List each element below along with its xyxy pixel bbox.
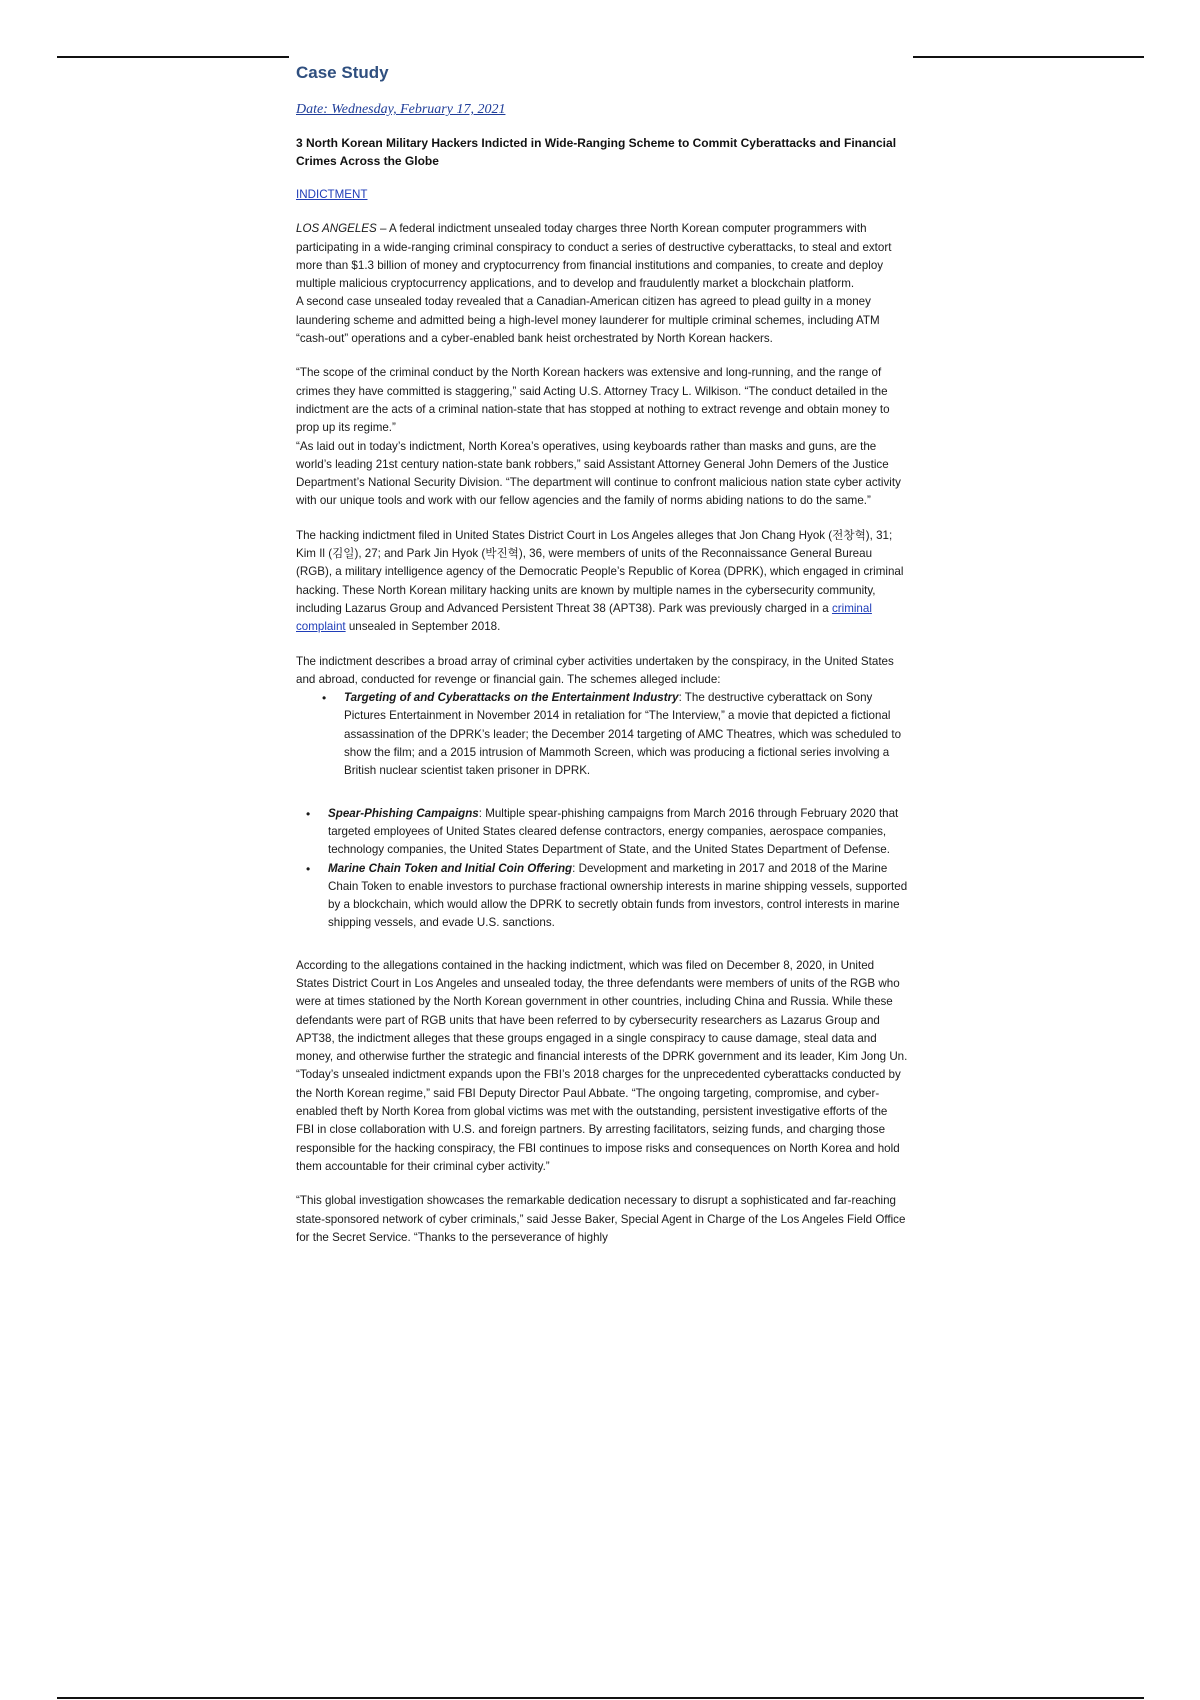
list-item-text: : Development and marketing in 2017 and 2018 of the Marine Chain Token to enable investors to purchase fractional ownership interests in marine shipping vessels, supported by a blockchain, which would allow the DPRK to secretly obtain funds from investors, control interests in marine shipping vessels, and evade U.S. sanctions.: [328, 861, 908, 930]
paragraph-5-text: The hacking indictment filed in United States District Court in Los Angeles alleges that Jon Chang Hyok (전창혁), 31; Kim Il (김일), 27; and Park Jin Hyok (박진혁), 36, were members of units of the Reconnaissance General Bureau (RGB), a military intelligence agency of the Democratic People’s Republic of Korea (DPRK), which engaged in criminal hacking. These North Korean military hacking units are known by multiple names in the cybersecurity community, including Lazarus Group and Advanced Persistent Threat 38 (APT38). Park was previously charged in a: [296, 528, 904, 615]
list-item: [306, 805, 908, 860]
dateline: LOS ANGELES: [296, 222, 377, 236]
list-item-title: Spear-Phishing Campaigns: [328, 806, 479, 820]
paragraph-1-text: – A federal indictment unsealed today charges three North Korean computer programmers with participating in a wide-ranging criminal conspiracy to conduct a series of destructive cyberattacks, to steal and extort more than $1.3 billion of money and cryptocurrency from financial institutions and companies, to create and deploy multiple malicious cryptocurrency applications, and to develop and fraudulently market a blockchain platform.: [296, 222, 892, 291]
paragraph-5-tail: unsealed in September 2018.: [345, 620, 501, 634]
list-item-title: Marine Chain Token and Initial Coin Offering: [328, 861, 573, 875]
paragraph-6: The indictment describes a broad array of criminal cyber activities undertaken by the conspiracy, in the United States and abroad, conducted for revenge or financial gain. The schemes alleged include:: [296, 654, 894, 686]
paragraph-2: A second case unsealed today revealed that a Canadian-American citizen has agreed to plead guilty in a money laundering scheme and admitted being a high-level money launderer for multiple criminal schemes, including ATM “cash-out” operations and a cyber-enabled bank heist orchestrated by North Korean hackers.: [296, 295, 880, 346]
date-line: Date: Wednesday, February 17, 2021: [296, 102, 506, 117]
bullet-icon: •: [306, 861, 311, 876]
criminal-complaint-link[interactable]: criminal complaint: [296, 601, 872, 634]
paragraph-8: “Today’s unsealed indictment expands upon the FBI’s 2018 charges for the unprecedented cyberattacks conducted by the North Korean regime,” said FBI Deputy Director Paul Abbate. “The ongoing targeting, compromise, and cyber-enabled theft by North Korea from global victims was met with the outstanding, persistent investigative efforts of the FBI in close collaboration with U.S. and foreign partners. By arresting facilitators, seizing funds, and charging those responsible for the hacking conspiracy, the FBI continues to impose risks and consequences on North Korea and hold them accountable for their criminal cyber activity.”: [296, 1068, 901, 1173]
paragraph-7: According to the allegations contained in the hacking indictment, which was filed on December 8, 2020, in United States District Court in Los Angeles and unsealed today, the three defendants were members of units of the RGB who were at times stationed by the North Korean government in other countries, including China and Russia. While these defendants were part of RGB units that have been referred to by cybersecurity researchers as Lazarus Group and APT38, the indictment alleges that these groups engaged in a single conspiracy to cause damage, steal data and money, and otherwise further the strategic and financial interests of the DPRK government and its leader, Kim Jong Un.: [296, 958, 908, 1064]
bottom-rule: [57, 1697, 1144, 1699]
list-item-text: : Multiple spear-phishing campaigns from March 2016 through February 2020 that targeted employees of United States cleared defense contractors, energy companies, aerospace companies, technology companies, the United States Department of State, and the United States Department of Defense.: [328, 806, 899, 857]
top-left-rule: [57, 56, 289, 58]
paragraph-4: “As laid out in today’s indictment, North Korea’s operatives, using keyboards rather than masks and guns, are the world’s leading 21st century nation-state bank robbers,” said Assistant Attorney General John Demers of the Justice Department’s National Security Division. “The department will continue to confront malicious nation state cyber activity with our unique tools and work with our fellow agencies and the family of norms abiding nations to do the same.”: [296, 439, 901, 508]
paragraph-1: [296, 220, 908, 293]
case-study-title: Case Study: [296, 63, 389, 82]
bullet-icon: •: [306, 806, 311, 821]
paragraph-9: “This global investigation showcases the remarkable dedication necessary to disrupt a sophisticated and far-reaching state-sponsored network of cyber criminals,” said Jesse Baker, Special Agent in Charge of the Los Angeles Field Office for the Secret Service. “Thanks to the perseverance of highly: [296, 1194, 906, 1244]
top-right-rule: [913, 56, 1144, 58]
scheme-list-a: [322, 689, 908, 780]
paragraph-3: “The scope of the criminal conduct by the North Korean hackers was extensive and long-running, and the range of crimes they have committed is staggering,” said Acting U.S. Attorney Tracy L. Wilkison. “The conduct detailed in the indictment are the acts of a criminal nation-state that has stopped at nothing to extract revenge and obtain money to prop up its regime.”: [296, 366, 890, 435]
paragraph-5: [296, 527, 908, 637]
list-item-text: : The destructive cyberattack on Sony Pictures Entertainment in November 2014 in retaliation for “The Interview,” a movie that depicted a fictional assassination of the DPRK’s leader; the December 2014 targeting of AMC Theatres, which was scheduled to show the film; and a 2015 intrusion of Mammoth Screen, which was producing a fictional series involving a British nuclear scientist taken prisoner in DPRK.: [344, 691, 902, 778]
list-item-title: Targeting of and Cyberattacks on the Entertainment Industry: [344, 691, 679, 705]
article-headline: 3 North Korean Military Hackers Indicted in Wide-Ranging Scheme to Commit Cyberattacks and Financial Crimes Across the Globe: [296, 136, 897, 168]
bullet-icon: •: [322, 691, 327, 706]
list-item: [322, 689, 908, 780]
scheme-list-b: [306, 805, 908, 933]
list-item: [306, 860, 908, 933]
document-page: [296, 60, 908, 1247]
indictment-link[interactable]: INDICTMENT: [296, 188, 368, 201]
